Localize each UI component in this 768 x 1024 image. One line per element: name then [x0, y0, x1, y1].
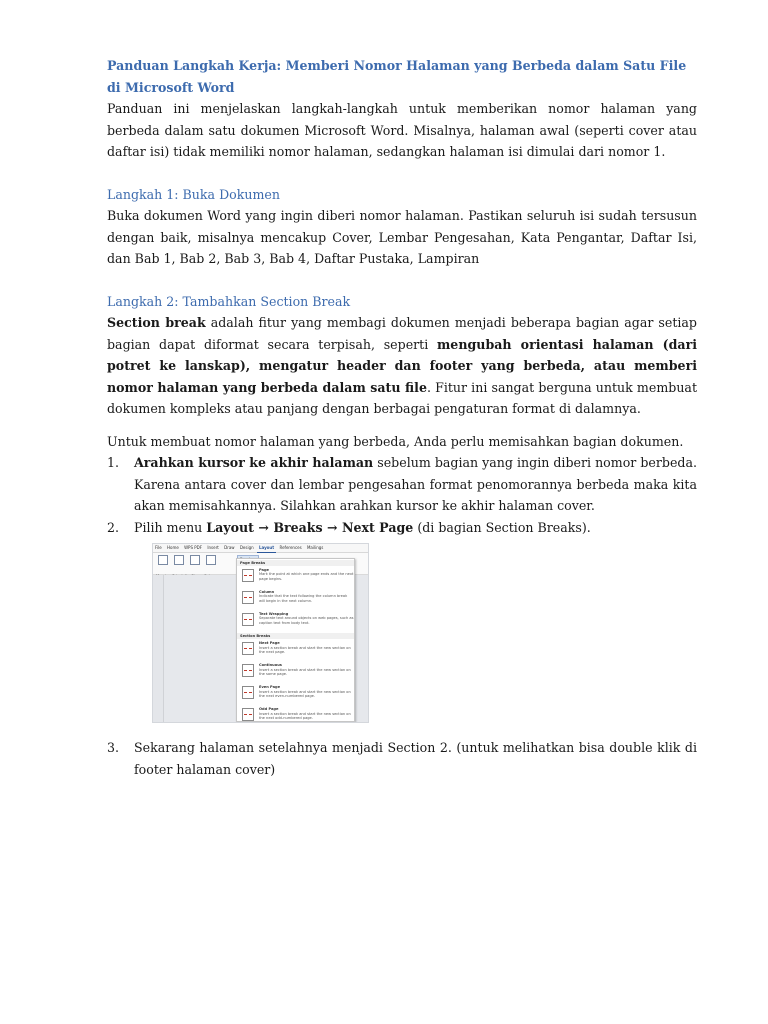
list-item-post: (di bagian Section Breaks).: [413, 519, 591, 535]
list-item-pre: Pilih menu: [134, 519, 207, 535]
document-body: [107, 55, 697, 780]
bold-feature-list: mengubah orientasi halaman (dari potret ke lanskap), mengatur header dan footer yang berbeda, atau memberi nomor halaman yang berbeda dalam satu file: [107, 336, 697, 395]
size-icon: [190, 555, 200, 565]
tab-draw: Draw: [224, 545, 235, 550]
step2-paragraph: [107, 312, 697, 420]
step2-text-b: . Fitur ini sangat berguna untuk membuat dokumen kompleks atau panjang dengan berbagai pengaturan format di dalamnya.: [107, 379, 698, 416]
tab-design: Design: [239, 545, 254, 550]
tab-references: References: [279, 545, 302, 550]
menu-item-even-page: Even Page Insert a section break and start the new section on the next even-numbered page.: [237, 683, 354, 705]
list-item-text: Sekarang halaman setelahnya menjadi Section 2. (untuk melihatkan bisa double klik di footer halaman cover): [134, 740, 697, 777]
word-breaks-screenshot: [152, 543, 369, 723]
tab-insert: Insert: [207, 545, 219, 550]
odd-page-icon: [242, 708, 254, 721]
list-item: [107, 452, 697, 517]
steps-list: [107, 452, 697, 780]
bold-term-section-break: Section break: [107, 315, 206, 330]
step2-instruction: Untuk membuat nomor halaman yang berbeda, Anda perlu memisahkan bagian dokumen.: [107, 433, 684, 449]
list-item: [107, 737, 697, 780]
menu-item-continuous: Continuous Insert a section break and start the new section on the same page.: [237, 661, 354, 683]
menu-layout: Layout: [206, 519, 255, 535]
intro-paragraph: Panduan ini menjelaskan langkah-langkah untuk memberikan nomor halaman yang berbeda dalam satu dokumen Microsoft Word. Misalnya, halaman awal (seperti cover atau daftar isi) tidak memiliki nomor halaman, sedangkan halaman isi dimulai dari nomor 1.: [107, 101, 697, 159]
step1-paragraph: Buka dokumen Word yang ingin diberi nomor halaman. Pastikan seluruh isi sudah tersusun dengan baik, misalnya mencakup Cover, Lembar Pengesahan, Kata Pengantar, Daftar Isi, dan Bab 1, Bab 2, Bab 3, Bab 4, Daftar Pustaka, Lampiran: [107, 208, 697, 266]
list-item-bold: Arahkan kursor ke akhir halaman: [134, 455, 374, 470]
tab-home: Home: [166, 545, 179, 550]
tab-mailings: Mailings: [306, 545, 324, 550]
column-break-icon: [242, 591, 254, 604]
tab-wps-pdf: WPS PDF: [184, 545, 203, 550]
step1-heading: Langkah 1: Buka Dokumen: [107, 186, 280, 202]
ribbon-tabs: [153, 544, 368, 553]
continuous-icon: [242, 664, 254, 677]
page-breaks-header: Page Breaks: [237, 560, 354, 566]
step2-heading: Langkah 2: Tambahkan Section Break: [107, 293, 351, 309]
list-number: 3.: [107, 740, 120, 755]
page-break-icon: [242, 569, 254, 582]
menu-item-column: Column Indicate that the text following the column break will begin in the next column.: [237, 588, 354, 610]
list-number: 2.: [107, 519, 120, 535]
menu-item-odd-page: Odd Page Insert a section break and start the new section on the next odd-numbered page.: [237, 705, 354, 723]
list-item-text: sebelum bagian yang ingin diberi nomor berbeda. Karena antara cover dan lembar pengesahan format penomorannya berbeda maka kita akan memisahkannya. Silahkan arahkan kursor ke akhir halaman cover.: [134, 455, 697, 513]
menu-breaks: Breaks: [273, 519, 323, 535]
tab-file: File: [155, 545, 162, 550]
vertical-ruler: [153, 575, 164, 722]
text-wrapping-icon: [242, 613, 254, 626]
list-item: [107, 517, 697, 724]
tab-layout: Layout: [257, 544, 276, 553]
arrow-right-icon: →: [322, 519, 342, 535]
section-breaks-header: Section Breaks: [237, 633, 354, 639]
document-title: Panduan Langkah Kerja: Memberi Nomor Halaman yang Berbeda dalam Satu File di Microsoft Word: [107, 58, 687, 95]
menu-next-page: Next Page: [341, 519, 414, 535]
arrow-right-icon: →: [254, 519, 274, 535]
breaks-dropdown: [236, 558, 355, 722]
menu-item-page: Page Mark the point at which one page ends and the next page begins.: [237, 566, 354, 588]
orientation-icon: [174, 555, 184, 565]
columns-icon: [206, 555, 216, 565]
list-number: 1.: [107, 455, 120, 470]
margins-icon: [158, 555, 168, 565]
menu-item-next-page: Next Page Insert a section break and start the new section on the next page.: [237, 639, 354, 661]
next-page-icon: [242, 642, 254, 655]
menu-item-text-wrapping: Text Wrapping Separate text around objects on web pages, such as caption text from body text.: [237, 610, 354, 632]
even-page-icon: [242, 686, 254, 699]
step2-text-a: adalah fitur yang membagi dokumen menjadi beberapa bagian agar setiap bagian dapat diformat secara terpisah, seperti: [107, 315, 697, 352]
